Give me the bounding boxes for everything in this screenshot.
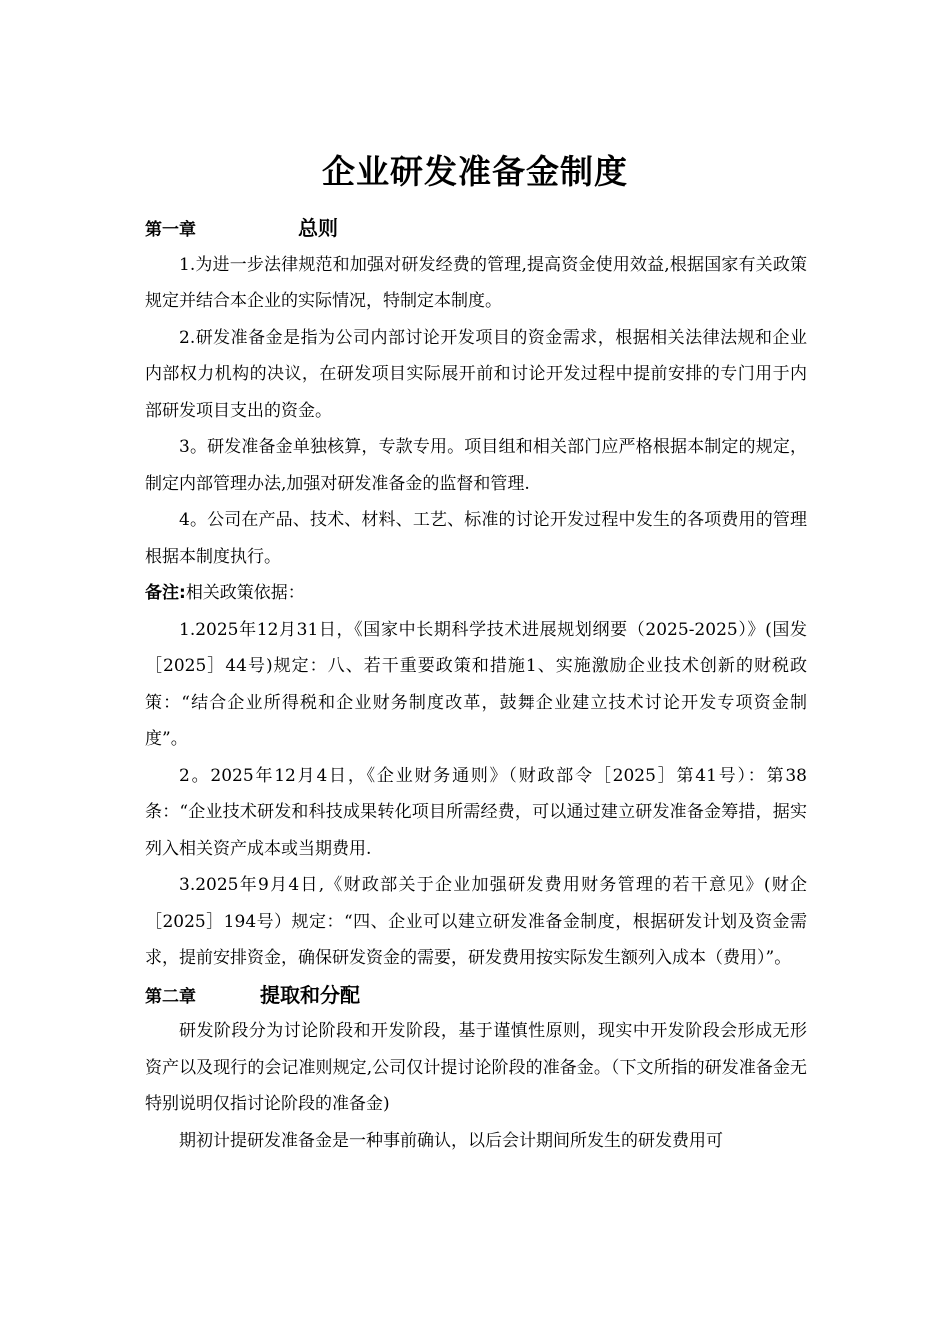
chapter-2-number: 第二章	[145, 986, 196, 1007]
chapter-1-paragraph-2: 2.研发准备金是指为公司内部讨论开发项目的资金需求，根据相关法律法规和企业内部权力机构的决议，在研发项目实际展开前和讨论开发过程中提前安排的专门用于内部研发项目支出的资金。	[145, 327, 807, 421]
document-body	[145, 210, 807, 1159]
note-text: 相关政策依据：	[185, 583, 305, 603]
chapter-1-paragraph-3: 3。研发准备金单独核算，专款专用。项目组和相关部门应严格根据本制定的规定，制定内部管理办法,加强对研发准备金的监督和管理.	[145, 437, 807, 494]
chapter-1-heading	[145, 210, 807, 247]
chapter-1-title: 总则	[298, 216, 338, 240]
note-paragraph-2: 2。2025年12月4日，《企业财务通则》（财政部令［2025］第41号）：第38条：“企业技术研发和科技成果转化项目所需经费，可以通过建立研发准备金筹措，据实列入相关资产成本或当期费用.	[145, 765, 807, 859]
document-title: 企业研发准备金制度	[322, 152, 628, 192]
chapter-1-number: 第一章	[145, 220, 196, 240]
chapter-1-paragraph-4: 4。公司在产品、技术、材料、工艺、标准的讨论开发过程中发生的各项费用的管理根据本制度执行。	[145, 510, 807, 567]
chapter-2-heading	[145, 977, 807, 1014]
chapter-1-paragraph-1: 1.为进一步法律规范和加强对研发经费的管理,提高资金使用效益,根据国家有关政策规定并结合本企业的实际情况，特制定本制度。	[145, 254, 807, 311]
note-heading	[145, 575, 807, 612]
note-label: 备注:	[145, 583, 186, 603]
chapter-2-title: 提取和分配	[260, 982, 360, 1007]
chapter-2-paragraph-1: 研发阶段分为讨论阶段和开发阶段，基于谨慎性原则，现实中开发阶段会形成无形资产以及现行的会记准则规定,公司仅计提讨论阶段的准备金。（下文所指的研发准备金无特别说明仅指讨论阶段的准备金)	[145, 1021, 807, 1114]
note-paragraph-1: 1.2025年12月31日，《国家中长期科学技术进展规划纲要（2025-2025）》(国发［2025］44号)规定：八、若干重要政策和措施1、实施激励企业技术创新的财税政策：“结合企业所得税和企业财务制度改革，鼓舞企业建立技术讨论开发专项资金制度”。	[145, 619, 807, 749]
chapter-2-paragraph-2: 期初计提研发准备金是一种事前确认，以后会计期间所发生的研发费用可	[179, 1130, 723, 1151]
note-paragraph-3: 3.2025年9月4日,《财政部关于企业加强研发费用财务管理的若干意见》(财企［2025］194号）规定：“四、企业可以建立研发准备金制度，根据研发计划及资金需求，提前安排资金，确保研发资金的需要，研发费用按实际发生额列入成本（费用）”。	[145, 875, 807, 968]
